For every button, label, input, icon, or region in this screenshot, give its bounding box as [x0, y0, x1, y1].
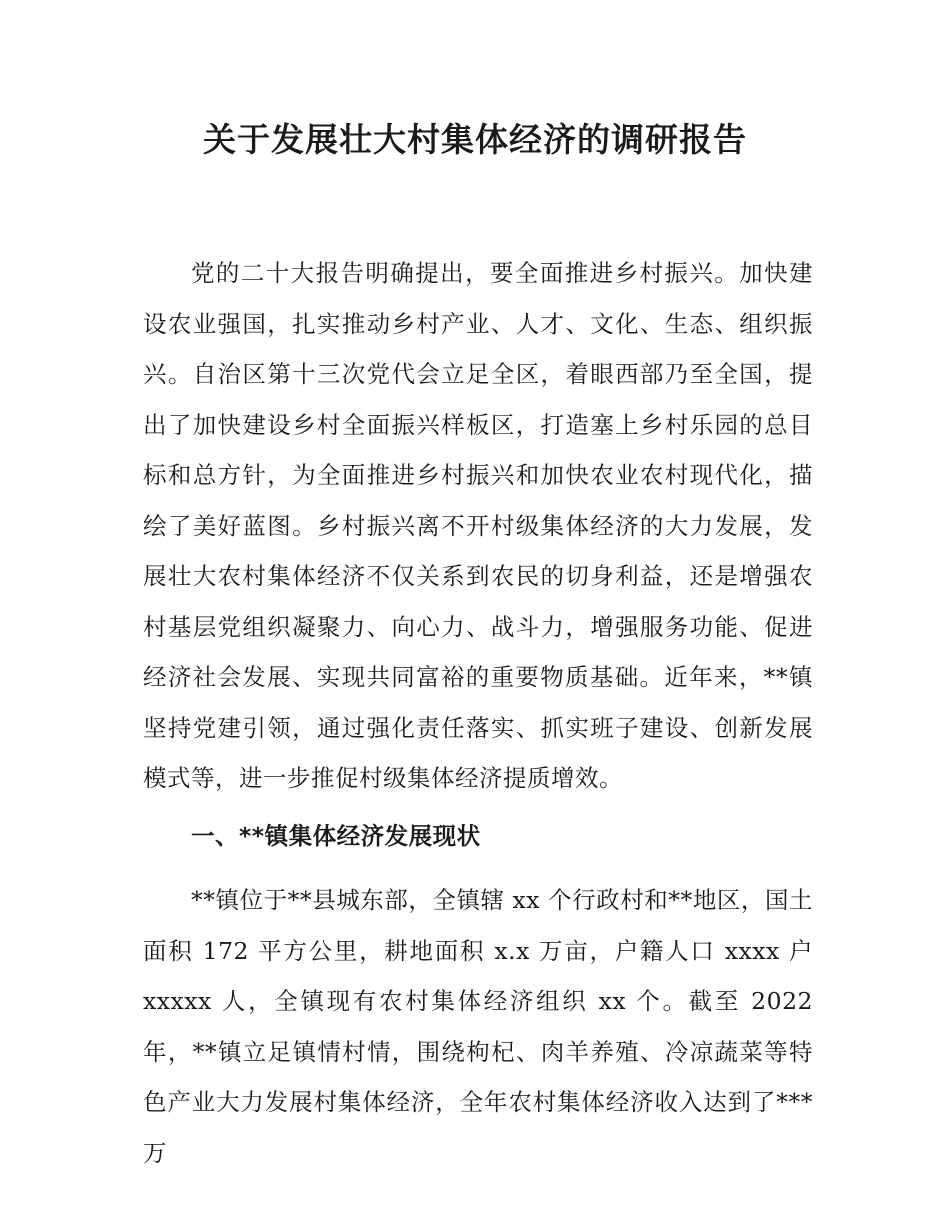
section-paragraph: **镇位于**县城东部，全镇辖 xx 个行政村和**地区，国土面积 172 平方公里，耕地面积 x.x 万亩，户籍人口 xxxx 户 xxxxx 人，全镇现有农村集体经济组织 xx 个。截至 2022 年，**镇立足镇情村情，围绕枸杞、肉羊养殖、冷凉蔬菜等特色产业大力发展村集体经济，全年农村集体经济收入达到了***万	[143, 886, 813, 1167]
intro-paragraph: 党的二十大报告明确提出，要全面推进乡村振兴。加快建设农业强国，扎实推动乡村产业、人才、文化、生态、组织振兴。自治区第十三次党代会立足全区，着眼西部乃至全国，提出了加快建设乡村全面振兴样板区，打造塞上乡村乐园的总目标和总方针，为全面推进乡村振兴和加快农业农村现代化，描绘了美好蓝图。乡村振兴离不开村级集体经济的大力发展，发展壮大农村集体经济不仅关系到农民的切身利益，还是增强农村基层党组织凝聚力、向心力、战斗力，增强服务功能、促进经济社会发展、实现共同富裕的重要物质基础。近年来，**镇坚持党建引领，通过强化责任落实、抓实班子建设、创新发展模式等，进一步推促村级集体经济提质增效。	[143, 259, 813, 792]
section-heading: 一、**镇集体经济发展现状	[191, 822, 481, 850]
document-title: 关于发展壮大村集体经济的调研报告	[203, 120, 747, 159]
